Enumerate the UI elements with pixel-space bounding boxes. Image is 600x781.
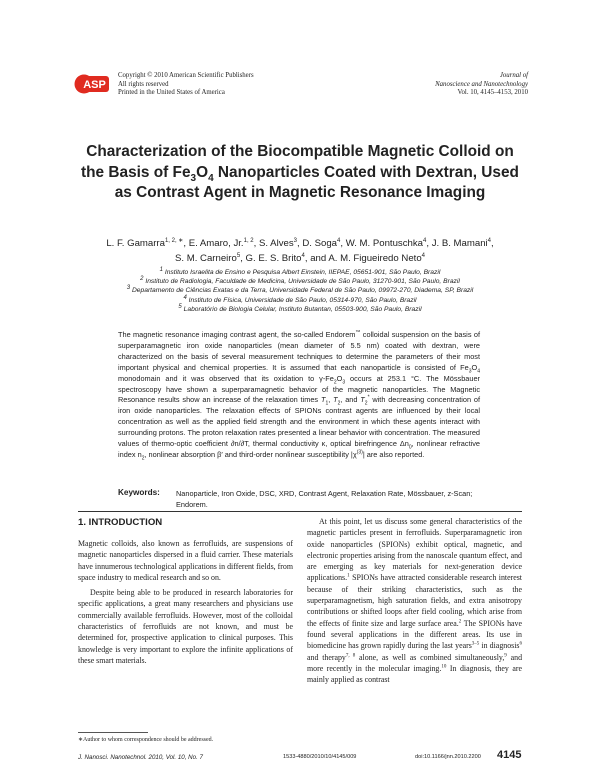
affiliation: $^1$ Instituto Israelita de Ensino e Pesquisa Albert Einstein, IIEPAE, 05651-901, São Paulo, Brazil [159,266,441,276]
footnote-rule [78,732,148,733]
author: J. B. Mamani [431,238,488,249]
paper-title: Characterization of the Biocompatible Magnetic Colloid on the Basis of $Fe_3O_4$ Nanoparticles Coated with Dextran, Used as Contrast Agent in Magnetic Resonance Imaging [81,143,519,201]
intro-paragraph-2: Despite being able to be produced in research laboratories for specific applications, a great many researchers and physicians use commercially available ferrofluids. However, most of the colloidal characteristics of ferrofluids are not known, and must be determined for, prospective application to clinical purposes. This knowledge is very important to explore the infinite applications of these smart materials. [78,588,293,665]
rights-line: All rights reserved [118,80,169,88]
page-number: 4145 [497,749,522,761]
right-column [307,516,522,685]
journal-info [435,72,528,98]
affiliation: $^3$ Departamento de Ciências Exatas e da Terra, Universidade Federal de São Paulo, 09972-270, Diadema, SP, Brazil [126,285,474,295]
right-paragraph: At this point, let us discuss some general characteristics of the magnetic particles present in ferrofluids. Superparamagnetic iron oxide nanoparticles (SPIONs) exhibit optical, magnetic, and electronic properties arising from the nanoscale quantum effect, and are emerging as key materials for next-generation device applications.$^1$ SPIONs have attracted considerable research interest because of their striking characteristics, such as the superparamagnetism, high saturation fields, and extra anisotropy contributions or shifted loops after field cooling, which arise from the effects of finite size and large surface area.$^2$ The SPIONs have found several applications in the different areas. Its use in biomedicine has grown rapidly during the last years$^{3-5}$ in diagnosis$^6$ and therapy$^{7, 8}$ alone, as well as combined simultaneously,$^9$ and more recently in the molecular imaging.$^{10}$ In diagnosis, they are mainly applied as contrast [307,517,523,685]
copyright-line: Copyright © 2010 American Scientific Publishers [118,72,254,79]
author: G. E. S. Brito [245,253,302,264]
author: E. Amaro, Jr. [188,238,244,249]
author: A. M. Figueiredo Neto [328,253,422,264]
footer-journal: J. Nanosci. Nanotechnol. 2010, Vol. 10, No. 7 [78,754,203,761]
footnote: ∗Author to whom correspondence should be addressed. [78,737,214,743]
keywords-label: Keywords: [118,488,160,497]
journal-of-line: Journal of [499,72,528,79]
affiliation: $^4$ Instituto de Física, Universidade de São Paulo, 05314-970, São Paulo, Brazil [183,294,417,304]
publisher-info [118,72,254,98]
author: S. Alves [258,238,294,249]
footer-issn: 1533-4880/2010/10/4145/009 [283,754,357,760]
logo-text: ASP [83,78,106,91]
intro-paragraph-1: Magnetic colloids, also known as ferrofluids, are suspensions of magnetic nanoparticles dispersed in a fluid carrier. These materials have innumerous technological applications in different fields, from space industry to medical research and so on. [78,539,293,582]
author: D. Soga [302,238,337,249]
author-list: L. F. Gamarra$^{1, 2, ∗}$, E. Amaro, Jr.$^{1, 2}$, S. Alves$^3$, D. Soga$^4$, W. M. Pontuschka$^4$, J. B. Mamani$^4$, S. M. Carneiro$^5$, G. E. S. Brito$^4$, and A. M. Figueiredo Neto$^4$ [106,237,494,264]
author: L. F. Gamarra [106,238,165,249]
affiliation: $^2$ Instituto de Radiologia, Faculdade de Medicina, Universidade de São Paulo, 31270-901, São Paulo, Brazil [140,275,460,286]
keywords-text: Nanoparticle, Iron Oxide, DSC, XRD, Contrast Agent, Relaxation Rate, Mössbauer, z-Scan; Endorem. [176,489,473,509]
left-column [78,516,293,666]
asp-logo [74,72,110,96]
journal-name: Nanoscience and Nanotechnology [435,80,528,88]
abstract: The magnetic resonance imaging contrast agent, the so-called Endorem™ colloidal suspension on the basis of superparamagnetic iron oxide nanoparticles (mean diameter of 5.5 nm) coated with dextran, were characterized on the basis of several measurement techniques to determine the parameters of their most important physical and chemical properties. It is assumed that each nanoparticle is consisted of $Fe_3O_4$ monodomain and it was observed that its oxidation to $\gamma-Fe_2O_3$ occurs at 253.1 °C. The Mössbauer spectroscopy have shown a superparamagnetic behavior of the magnetic nanoparticles. The Magnetic Resonance results show an increase of the relaxation times $T_1$, $T_2$, and $T_2^*$ with decreasing concentration of iron oxide nanoparticles. The relaxation effects of SPIONs contrast agents are influenced by their local concentration as well as the applied field strength and the environment in which these agents interact with surrounding protons. The proton relaxation rates presented a linear behavior with concentration. The measured values of thermo-optic coefficient ∂n/∂T, thermal conductivity κ, optical birefringence $\Delta n_0$, nonlinear refractive index $n_2$, nonlinear absorption β′ and third-order nonlinear susceptibility $|\chi^{(3)}|$ are also reported. [118,329,480,462]
affiliations [90,268,510,314]
affiliation: $^5$ Laboratório de Biologia Celular, Instituto Butantan, 05503-900, São Paulo, Brazil [178,303,422,313]
footer-doi: doi:10.1166/jnn.2010.2200 [415,754,481,760]
volume-line: Vol. 10, 4145–4153, 2010 [457,89,528,97]
author: W. M. Pontuschka [345,238,423,249]
printed-line: Printed in the United States of America [118,89,225,97]
author: S. M. Carneiro [174,253,237,264]
section-divider [78,511,522,512]
intro-heading: 1. INTRODUCTION [78,517,163,528]
